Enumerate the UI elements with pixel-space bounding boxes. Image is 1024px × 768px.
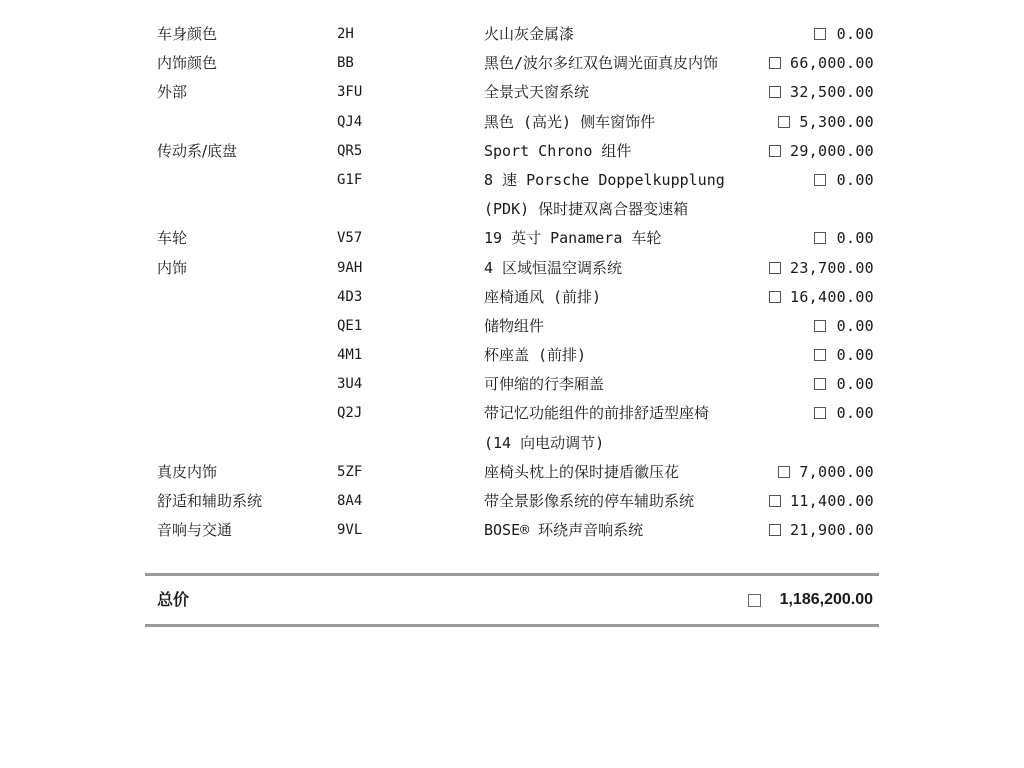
option-row <box>0 429 1024 458</box>
option-price: 0.00 <box>836 25 874 43</box>
option-code: 3FU <box>337 84 363 101</box>
option-row <box>0 49 1024 78</box>
option-code: 5ZF <box>337 463 363 480</box>
option-description: 带记忆功能组件的前排舒适型座椅 <box>484 404 710 423</box>
option-category: 外部 <box>157 83 188 102</box>
option-price: 16,400.00 <box>790 287 874 306</box>
option-row <box>0 341 1024 370</box>
option-price: 29,000.00 <box>790 141 874 160</box>
option-price: 0.00 <box>836 404 874 423</box>
option-description: 黑色 (高光) 侧车窗饰件 <box>484 112 656 131</box>
option-description: (14 向电动调节) <box>484 433 605 452</box>
option-description: 全景式天窗系统 <box>484 83 590 102</box>
option-row <box>0 312 1024 341</box>
price-checkbox-icon <box>814 320 826 332</box>
option-row <box>0 108 1024 137</box>
option-price: 0.00 <box>836 316 874 335</box>
option-row <box>0 399 1024 428</box>
option-row <box>0 195 1024 224</box>
option-price: 5,300.00 <box>799 112 874 131</box>
option-price: 32,500.00 <box>790 83 874 102</box>
option-price: 21,900.00 <box>790 521 874 540</box>
option-price: 23,700.00 <box>790 258 874 277</box>
option-description: 储物组件 <box>484 316 545 335</box>
option-row <box>0 516 1024 545</box>
option-description: 火山灰金属漆 <box>484 25 575 43</box>
total-checkbox-icon <box>748 594 761 607</box>
option-price: 66,000.00 <box>790 54 874 73</box>
total-label: 总价 <box>157 590 190 609</box>
option-price: 0.00 <box>836 229 874 248</box>
option-row <box>0 283 1024 312</box>
price-checkbox-icon <box>814 232 826 244</box>
option-description: 黑色/波尔多红双色调光面真皮内饰 <box>484 54 719 73</box>
price-checkbox-icon <box>814 174 826 186</box>
option-price: 0.00 <box>836 346 874 365</box>
option-description: 座椅头枕上的保时捷盾徽压花 <box>484 462 680 481</box>
option-description: 可伸缩的行李厢盖 <box>484 375 605 394</box>
option-row <box>0 487 1024 516</box>
option-code: Q2J <box>337 405 363 422</box>
option-row <box>0 224 1024 253</box>
option-code: V57 <box>337 230 363 247</box>
option-description: BOSE® 环绕声音响系统 <box>484 521 644 540</box>
option-description: (PDK) 保时捷双离合器变速箱 <box>484 200 689 219</box>
price-checkbox-icon <box>814 407 826 419</box>
option-code: 2H <box>337 26 354 42</box>
option-row <box>0 78 1024 107</box>
price-checkbox-icon <box>769 291 781 303</box>
option-description: 4 区域恒温空调系统 <box>484 258 623 277</box>
option-row <box>0 254 1024 283</box>
option-price: 11,400.00 <box>790 492 874 510</box>
option-price: 0.00 <box>836 375 874 394</box>
option-description: 8 速 Porsche Doppelkupplung <box>484 170 725 189</box>
option-code: 4M1 <box>337 347 363 364</box>
option-row <box>0 370 1024 399</box>
option-code: 8A4 <box>337 493 363 509</box>
price-checkbox-icon <box>814 378 826 390</box>
option-description: 19 英寸 Panamera 车轮 <box>484 229 662 248</box>
option-category: 车轮 <box>157 229 188 248</box>
option-price: 0.00 <box>836 170 874 189</box>
total-value: 1,186,200.00 <box>779 591 873 608</box>
option-category: 车身颜色 <box>157 25 218 43</box>
price-checkbox-icon <box>769 524 781 536</box>
price-checkbox-icon <box>778 466 790 478</box>
option-code: BB <box>337 55 354 72</box>
total-row <box>145 573 879 627</box>
option-category: 内饰 <box>157 258 188 277</box>
price-checkbox-icon <box>814 349 826 361</box>
option-code: QJ4 <box>337 113 363 130</box>
option-row <box>0 20 1024 49</box>
option-code: QE1 <box>337 317 363 334</box>
option-code: 9AH <box>337 259 363 276</box>
option-category: 音响与交通 <box>157 521 233 540</box>
price-checkbox-icon <box>769 86 781 98</box>
option-description: Sport Chrono 组件 <box>484 141 632 160</box>
price-checkbox-icon <box>769 145 781 157</box>
option-row <box>0 458 1024 487</box>
price-checkbox-icon <box>769 495 781 507</box>
option-code: G1F <box>337 171 363 188</box>
price-checkbox-icon <box>769 262 781 274</box>
option-category: 内饰颜色 <box>157 54 218 73</box>
option-category: 传动系/底盘 <box>157 141 238 160</box>
option-category: 真皮内饰 <box>157 462 218 481</box>
option-row <box>0 166 1024 195</box>
price-checkbox-icon <box>769 57 781 69</box>
option-category: 舒适和辅助系统 <box>157 492 263 510</box>
option-code: 4D3 <box>337 288 363 305</box>
option-code: QR5 <box>337 142 363 159</box>
option-description: 杯座盖 (前排) <box>484 346 587 365</box>
price-checkbox-icon <box>778 116 790 128</box>
price-checkbox-icon <box>814 28 826 40</box>
option-row <box>0 137 1024 166</box>
option-price: 7,000.00 <box>799 462 874 481</box>
option-code: 9VL <box>337 522 363 539</box>
option-description: 带全景影像系统的停车辅助系统 <box>484 492 695 510</box>
option-description: 座椅通风 (前排) <box>484 287 602 306</box>
option-code: 3U4 <box>337 376 363 393</box>
